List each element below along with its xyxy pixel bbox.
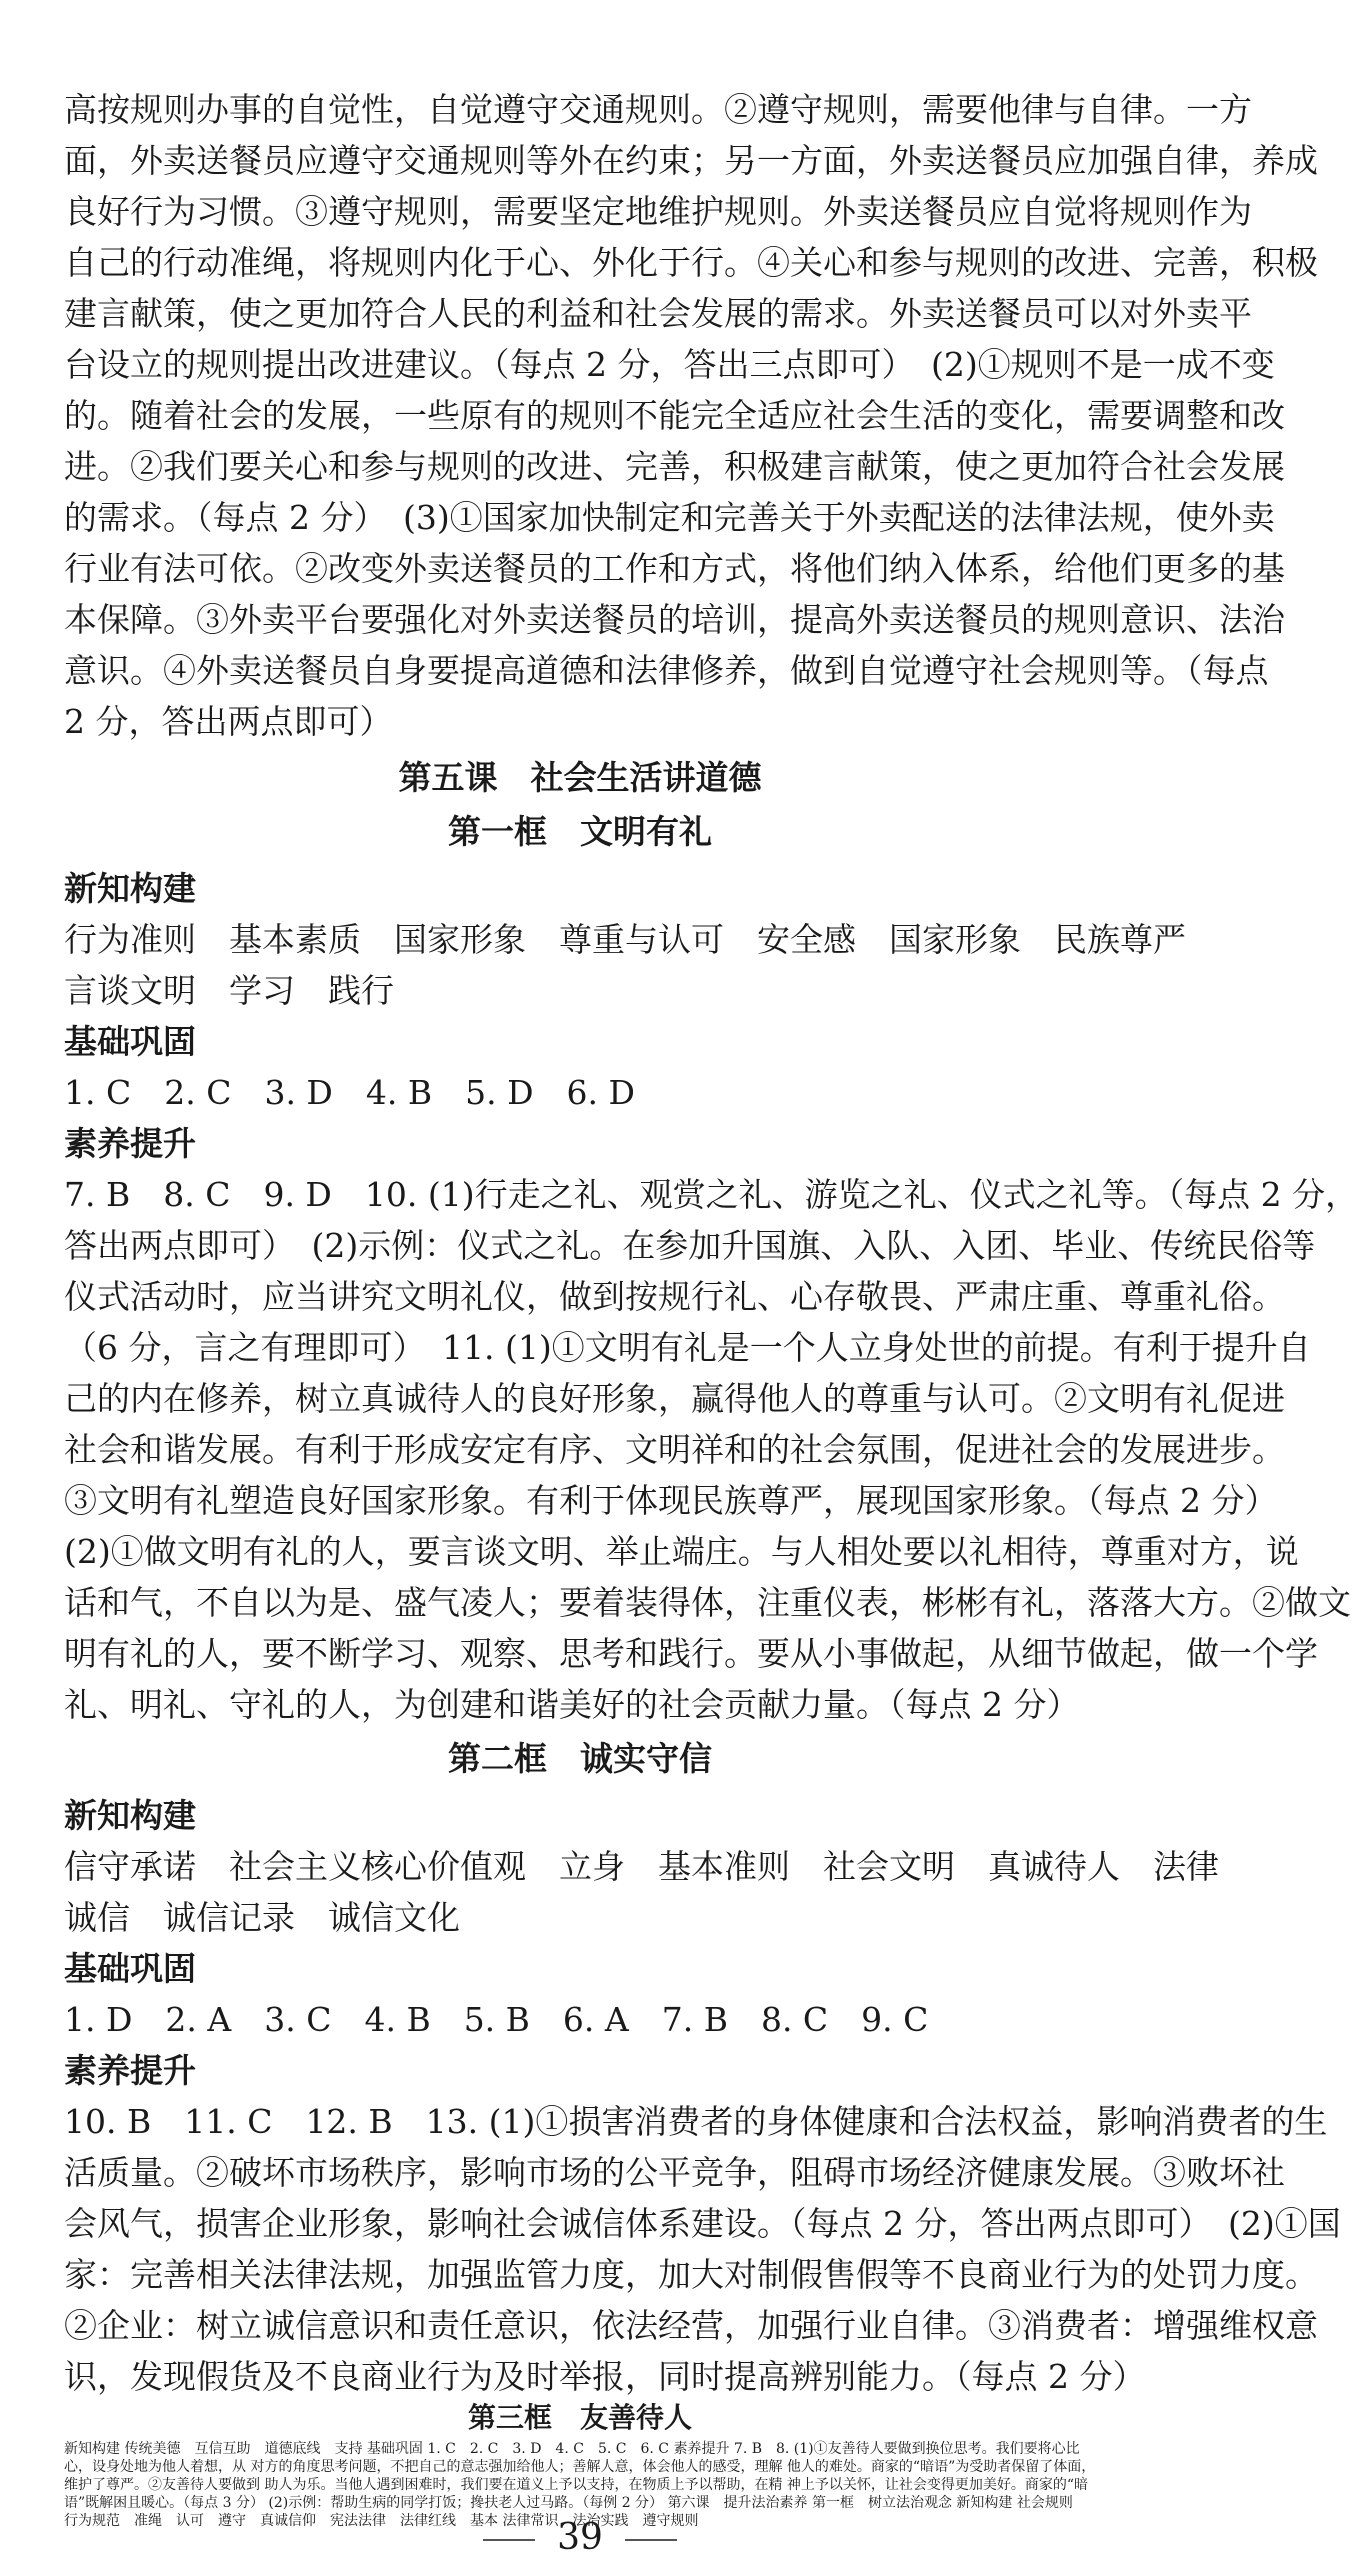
text-line: 信守承诺 社会主义核心价值观 立身 基本准则 社会文明 真诚待人 法律 xyxy=(64,1847,1219,1886)
text-line: 1. D 2. A 3. C 4. B 5. B 6. A 7. B 8. C 9. C xyxy=(64,2000,929,2039)
text-line: 会风气，损害企业形象，影响社会诚信体系建设。（每点 2 分，答出两点即可） (2)①国 xyxy=(64,2204,1341,2243)
text-line: (2)①做文明有礼的人，要言谈文明、举止端庄。与人相处要以礼相待，尊重对方，说 xyxy=(64,1532,1299,1571)
subsection-label: 基础巩固 xyxy=(64,1949,196,1988)
section-title: 第三框 友善待人 xyxy=(467,2401,692,2434)
text-line: 7. B 8. (1)①友善待人要做到换位思考。我们要将心比心，设身处地为他人着想，从 xyxy=(64,2441,1080,2475)
text-line: 社会和谐发展。有利于形成安定有序、文明祥和的社会氛围，促进社会的发展进步。 xyxy=(64,1430,1285,1469)
text-line: 1. C 2. C 3. D 4. B 5. D 6. D xyxy=(64,1073,635,1112)
text-line: 建言献策，使之更加符合人民的利益和社会发展的需求。外卖送餐员可以对外卖平 xyxy=(64,294,1252,333)
text-line: 面，外卖送餐员应遵守交通规则等外在约束；另一方面，外卖送餐员应加强自律，养成 xyxy=(64,141,1318,180)
text-line: 行为准则 基本素质 国家形象 尊重与认可 安全感 国家形象 民族尊严 xyxy=(64,920,1186,959)
text-line: 活质量。②破坏市场秩序，影响市场的公平竞争，阻碍市场经济健康发展。③败坏社 xyxy=(64,2153,1285,2192)
text-line: (2)示例：帮助生病的同学打饭；搀扶老人过马路。（每例 2 分） xyxy=(268,2495,664,2511)
section-title: 第二框 诚实守信 xyxy=(448,1739,712,1778)
subsection-label: 新知构建 xyxy=(64,2441,120,2457)
text-line: 1. C 2. C 3. D 4. C 5. C 6. C xyxy=(427,2441,669,2457)
text-line: 礼、明礼、守礼的人，为创建和谐美好的社会贡献力量。（每点 2 分） xyxy=(64,1685,1080,1724)
text-line: 他人的难处。商家的“暗语”为受助者保留了体面，维护了尊严。②友善待人要做到 xyxy=(64,2459,1096,2493)
page-number-dash-left xyxy=(483,2539,535,2541)
subsection-label: 新知构建 xyxy=(64,1796,196,1835)
text-line: 家：完善相关法律法规，加强监管力度，加大对制假售假等不良商业行为的处罚力度。 xyxy=(64,2255,1318,2294)
text-line: 神上予以关怀，让社会变得更加美好。商家的“暗语”既解困且暖心。（每点 3 分） xyxy=(64,2477,1089,2511)
text-line: 的需求。（每点 2 分） (3)①国家加快制定和完善关于外卖配送的法律法规，使外卖 xyxy=(64,498,1275,537)
text-line: 仪式活动时，应当讲究文明礼仪，做到按规行礼、心存敬畏、严肃庄重、尊重礼俗。 xyxy=(64,1277,1285,1316)
page-number-dash-right xyxy=(625,2539,677,2541)
text-line: 的。随着社会的发展，一些原有的规则不能完全适应社会生活的变化，需要调整和改 xyxy=(64,396,1285,435)
text-line: 识，发现假货及不良商业行为及时举报，同时提高辨别能力。（每点 2 分） xyxy=(64,2357,1146,2396)
text-line: ②企业：树立诚信意识和责任意识，依法经营，加强行业自律。③消费者：增强维权意 xyxy=(64,2306,1318,2345)
page-number xyxy=(0,2512,1160,2563)
text-line: 明有礼的人，要不断学习、观察、思考和践行。要从小事做起，从细节做起，做一个学 xyxy=(64,1634,1318,1673)
text-line: 自己的行动准绳，将规则内化于心、外化于行。④关心和参与规则的改进、完善，积极 xyxy=(64,243,1318,282)
subsection-label: 素养提升 xyxy=(64,1124,196,1163)
lesson-title: 第五课 社会生活讲道德 xyxy=(398,758,762,797)
text-line: 社会规则 行为规范 准绳 认可 遵守 真诚信仰 宪法法律 法律红线 基本 xyxy=(64,2495,1087,2529)
text-line: 答出两点即可） (2)示例：仪式之礼。在参加升国旗、入队、入团、毕业、传统民俗等 xyxy=(64,1226,1316,1265)
section-title: 第一框 文明有礼 xyxy=(448,812,712,851)
text-line: 诚信 诚信记录 诚信文化 xyxy=(64,1898,460,1937)
section-title: 第一框 树立法治观念 xyxy=(811,2495,952,2511)
text-line: 本保障。③外卖平台要强化对外卖送餐员的培训，提高外卖送餐员的规则意识、法治 xyxy=(64,600,1285,639)
text-line: 10. B 11. C 12. B 13. (1)①损害消费者的身体健康和合法权益，影响消费者的生 xyxy=(64,2102,1328,2141)
text-line: 进。②我们要关心和参与规则的改进、完善，积极建言献策，使之更加符合社会发展 xyxy=(64,447,1285,486)
lesson-title: 第六课 提升法治素养 xyxy=(667,2495,808,2511)
subsection-label: 新知构建 xyxy=(64,869,196,908)
text-line: 2 分，答出两点即可） xyxy=(64,702,393,741)
subsection-label: 素养提升 xyxy=(673,2441,730,2457)
subsection-label: 基础巩固 xyxy=(366,2441,423,2457)
text-line: 台设立的规则提出改进建议。（每点 2 分，答出三点即可） (2)①规则不是一成不变 xyxy=(64,345,1275,384)
compressed-remaining-text xyxy=(64,2440,1096,2529)
text-line: 言谈文明 学习 践行 xyxy=(64,971,394,1010)
text-line: 7. B 8. C 9. D 10. (1)行走之礼、观赏之礼、游览之礼、仪式之礼等。（每点 2 分， xyxy=(64,1175,1358,1214)
text-line: 意识。④外卖送餐员自身要提高道德和法律修养，做到自觉遵守社会规则等。（每点 xyxy=(64,651,1269,690)
text-line: 传统美德 互信互助 道德底线 支持 xyxy=(124,2441,363,2457)
text-line: （6 分，言之有理即可） 11. (1)①文明有礼是一个人立身处世的前提。有利于提升自 xyxy=(64,1328,1311,1367)
subsection-label: 基础巩固 xyxy=(64,1022,196,1061)
text-line: 助人为乐。当他人遇到困难时，我们要在道义上予以支持，在物质上予以帮助，在精 xyxy=(264,2477,783,2493)
subsection-label: 素养提升 xyxy=(64,2051,196,2090)
text-line: ③文明有礼塑造良好国家形象。有利于体现民族尊严，展现国家形象。（每点 2 分） xyxy=(64,1481,1278,1520)
subsection-label: 新知构建 xyxy=(956,2495,1013,2511)
text-line: 话和气，不自以为是、盛气凌人；要着装得体，注重仪表，彬彬有礼，落落大方。②做文 xyxy=(64,1583,1351,1622)
text-line: 行业有法可依。②改变外卖送餐员的工作和方式，将他们纳入体系，给他们更多的基 xyxy=(64,549,1285,588)
text-line: 己的内在修养，树立真诚待人的良好形象，赢得他人的尊重与认可。②文明有礼促进 xyxy=(64,1379,1285,1418)
text-line: 对方的角度思考问题，不把自己的意志强加给他人；善解人意，体会他人的感受，理解 xyxy=(250,2459,783,2475)
text-line: 法律常识 法治实践 遵守规则 xyxy=(502,2513,699,2529)
text-line: 高按规则办事的自觉性，自觉遵守交通规则。②遵守规则，需要他律与自律。一方 xyxy=(64,90,1252,129)
page-number-value: 39 xyxy=(557,2517,603,2558)
text-line: 良好行为习惯。③遵守规则，需要坚定地维护规则。外卖送餐员应自觉将规则作为 xyxy=(64,192,1252,231)
